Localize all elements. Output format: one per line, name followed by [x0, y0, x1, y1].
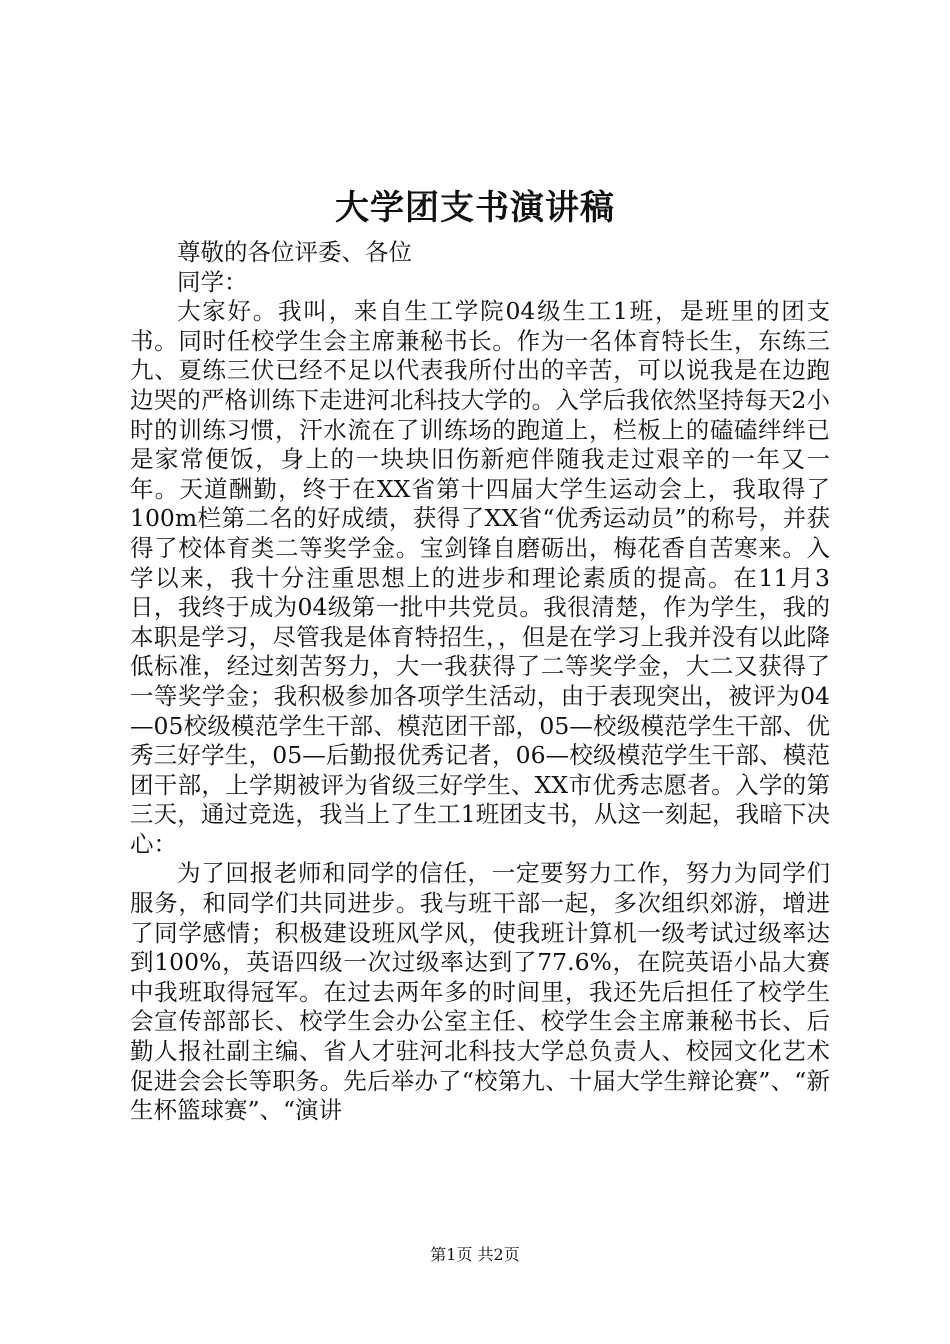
- body-paragraph: 大家好。我叫，来自生工学院04级生工1班，是班里的团支书。同时任校学生会主席兼秘书长。作为一名体育特长生，东练三九、夏练三伏已经不足以代表我所付出的辛苦，可以说我是在边跑边哭的严格训练下走进河北科技大学的。入学后我依然坚持每天2小时的训练习惯，汗水流在了训练场的跑道上，栏板上的磕磕绊绊已是家常便饭，身上的一块块旧伤新疤伴随我走过艰辛的一年又一年。天道酬勤，终于在XX省第十四届大学生运动会上，我取得了100m栏第二名的好成绩，获得了XX省“优秀运动员”的称号，并获得了校体育类二等奖学金。宝剑锋自磨砺出，梅花香自苦寒来。入学以来，我十分注重思想上的进步和理论素质的提高。在11月3日，我终于成为04级第一批中共党员。我很清楚，作为学生，我的本职是学习，尽管我是体育特招生，，但是在学习上我并没有以此降低标准，经过刻苦努力，大一我获得了二等奖学金，大二又获得了一等奖学金；我积极参加各项学生活动，由于表现突出，被评为04—05校级模范学生干部、模范团干部，05—校级模范学生干部、优秀三好学生，05—后勤报优秀记者，06—校级模范学生干部、模范团干部，上学期被评为省级三好学生、XX市优秀志愿者。入学的第三天，通过竞选，我当上了生工1班团支书，从这一刻起，我暗下决心：: [130, 297, 830, 858]
- salutation-line: 同学：: [177, 267, 248, 296]
- page-footer: 第1页 共2页: [430, 1245, 520, 1264]
- salutation-line: 尊敬的各位评委、各位: [177, 238, 412, 266]
- document-title: 大学团支书演讲稿: [335, 188, 615, 228]
- body-paragraph: 为了回报老师和同学的信任，一定要努力工作，努力为同学们服务，和同学们共同进步。我与班干部一起，多次组织郊游，增进了同学感情；积极建设班风学风，使我班计算机一级考试过级率达到100%，英语四级一次过级率达到了77.6%，在院英语小品大赛中我班取得冠军。在过去两年多的时间里，我还先后担任了校学生会宣传部部长、校学生会办公室主任、校学生会主席兼秘书长、后勤人报社副主编、省人才驻河北科技大学总负责人、校园文化艺术促进会会长等职务。先后举办了“校第九、十届大学生辩论赛”、“新生杯篮球赛”、“演讲: [130, 859, 830, 1125]
- document-body: [130, 238, 830, 1126]
